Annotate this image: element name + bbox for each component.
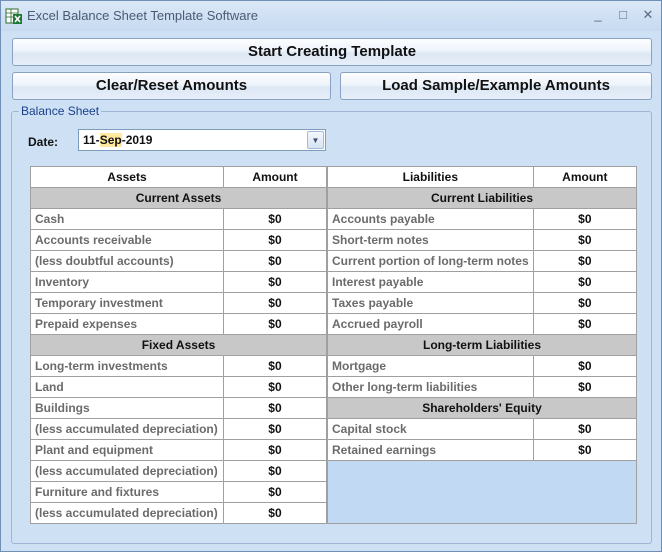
amount-cell[interactable]: $0 xyxy=(223,230,326,251)
current-assets-header: Current Assets xyxy=(31,188,327,209)
table-row xyxy=(31,377,327,398)
amount-cell[interactable]: $0 xyxy=(533,209,636,230)
longterm-liabilities-header: Long-term Liabilities xyxy=(328,335,637,356)
amount-cell[interactable]: $0 xyxy=(533,293,636,314)
liabilities-table xyxy=(327,166,637,524)
amount-cell[interactable]: $0 xyxy=(223,503,326,524)
date-label: Date: xyxy=(28,135,59,149)
amount-cell[interactable]: $0 xyxy=(533,377,636,398)
row-label: Plant and equipment xyxy=(31,440,224,461)
row-label: Current portion of long-term notes xyxy=(328,251,534,272)
clear-reset-amounts-button[interactable]: Clear/Reset Amounts xyxy=(12,72,331,100)
table-row xyxy=(31,356,327,377)
amount-cell[interactable]: $0 xyxy=(223,272,326,293)
amount-cell[interactable]: $0 xyxy=(223,377,326,398)
assets-header: Assets xyxy=(31,167,224,188)
amount-cell[interactable]: $0 xyxy=(223,419,326,440)
assets-table xyxy=(30,166,327,524)
row-label: (less accumulated depreciation) xyxy=(31,419,224,440)
table-row xyxy=(31,398,327,419)
row-label: Inventory xyxy=(31,272,224,293)
date-day[interactable]: 11- xyxy=(83,133,100,147)
row-label: Interest payable xyxy=(328,272,534,293)
fixed-assets-header: Fixed Assets xyxy=(31,335,327,356)
row-label: (less accumulated depreciation) xyxy=(31,461,224,482)
row-label: Long-term investments xyxy=(31,356,224,377)
row-label: Taxes payable xyxy=(328,293,534,314)
amount-cell[interactable]: $0 xyxy=(223,461,326,482)
empty-area xyxy=(328,461,637,524)
table-row xyxy=(31,293,327,314)
title-bar[interactable] xyxy=(1,1,661,31)
table-row xyxy=(31,503,327,524)
chevron-down-icon[interactable]: ▼ xyxy=(307,131,324,149)
table-row xyxy=(31,419,327,440)
amount-cell[interactable]: $0 xyxy=(223,356,326,377)
start-creating-template-button[interactable]: Start Creating Template xyxy=(12,38,652,66)
table-row xyxy=(328,419,637,440)
row-label: Cash xyxy=(31,209,224,230)
amount-cell[interactable]: $0 xyxy=(533,356,636,377)
table-row xyxy=(328,230,637,251)
amount-cell[interactable]: $0 xyxy=(223,398,326,419)
amount-cell[interactable]: $0 xyxy=(533,440,636,461)
row-label: Short-term notes xyxy=(328,230,534,251)
date-year[interactable]: -2019 xyxy=(121,133,153,147)
load-sample-amounts-button[interactable]: Load Sample/Example Amounts xyxy=(340,72,652,100)
window-title: Excel Balance Sheet Template Software xyxy=(27,8,259,23)
row-label: Furniture and fixtures xyxy=(31,482,224,503)
amount-cell[interactable]: $0 xyxy=(223,440,326,461)
table-row xyxy=(31,461,327,482)
table-row xyxy=(328,209,637,230)
row-label: Accrued payroll xyxy=(328,314,534,335)
table-row xyxy=(31,272,327,293)
balance-sheet-group xyxy=(11,104,652,544)
row-label: Retained earnings xyxy=(328,440,534,461)
maximize-icon[interactable]: □ xyxy=(619,7,627,22)
amount-cell[interactable]: $0 xyxy=(223,209,326,230)
row-label: Other long-term liabilities xyxy=(328,377,534,398)
assets-amount-header: Amount xyxy=(223,167,326,188)
group-label: Balance Sheet xyxy=(21,104,100,118)
amount-cell[interactable]: $0 xyxy=(533,419,636,440)
table-row xyxy=(328,356,637,377)
date-picker[interactable] xyxy=(78,129,326,151)
table-row xyxy=(328,251,637,272)
amount-cell[interactable]: $0 xyxy=(533,251,636,272)
row-label: Prepaid expenses xyxy=(31,314,224,335)
table-row xyxy=(328,314,637,335)
table-row xyxy=(31,440,327,461)
liabilities-amount-header: Amount xyxy=(533,167,636,188)
amount-cell[interactable]: $0 xyxy=(223,482,326,503)
table-row xyxy=(328,377,637,398)
row-label: Mortgage xyxy=(328,356,534,377)
excel-app-icon xyxy=(5,7,23,25)
close-icon[interactable]: ✕ xyxy=(642,7,654,22)
row-label: Buildings xyxy=(31,398,224,419)
row-label: Accounts receivable xyxy=(31,230,224,251)
liabilities-header: Liabilities xyxy=(328,167,534,188)
date-month[interactable]: Sep xyxy=(99,133,122,147)
row-label: Accounts payable xyxy=(328,209,534,230)
amount-cell[interactable]: $0 xyxy=(533,230,636,251)
current-liabilities-header: Current Liabilities xyxy=(328,188,637,209)
minimize-icon[interactable]: _ xyxy=(594,7,602,22)
table-row xyxy=(31,314,327,335)
table-row xyxy=(31,209,327,230)
table-row xyxy=(328,440,637,461)
row-label: Capital stock xyxy=(328,419,534,440)
table-row xyxy=(31,482,327,503)
amount-cell[interactable]: $0 xyxy=(223,314,326,335)
table-row xyxy=(31,251,327,272)
row-label: Temporary investment xyxy=(31,293,224,314)
table-row xyxy=(328,272,637,293)
client-area xyxy=(1,31,661,551)
table-row xyxy=(31,230,327,251)
amount-cell[interactable]: $0 xyxy=(533,272,636,293)
amount-cell[interactable]: $0 xyxy=(223,293,326,314)
shareholders-equity-header: Shareholders' Equity xyxy=(328,398,637,419)
row-label: (less doubtful accounts) xyxy=(31,251,224,272)
table-row xyxy=(328,293,637,314)
row-label: (less accumulated depreciation) xyxy=(31,503,224,524)
amount-cell[interactable]: $0 xyxy=(533,314,636,335)
row-label: Land xyxy=(31,377,224,398)
amount-cell[interactable]: $0 xyxy=(223,251,326,272)
